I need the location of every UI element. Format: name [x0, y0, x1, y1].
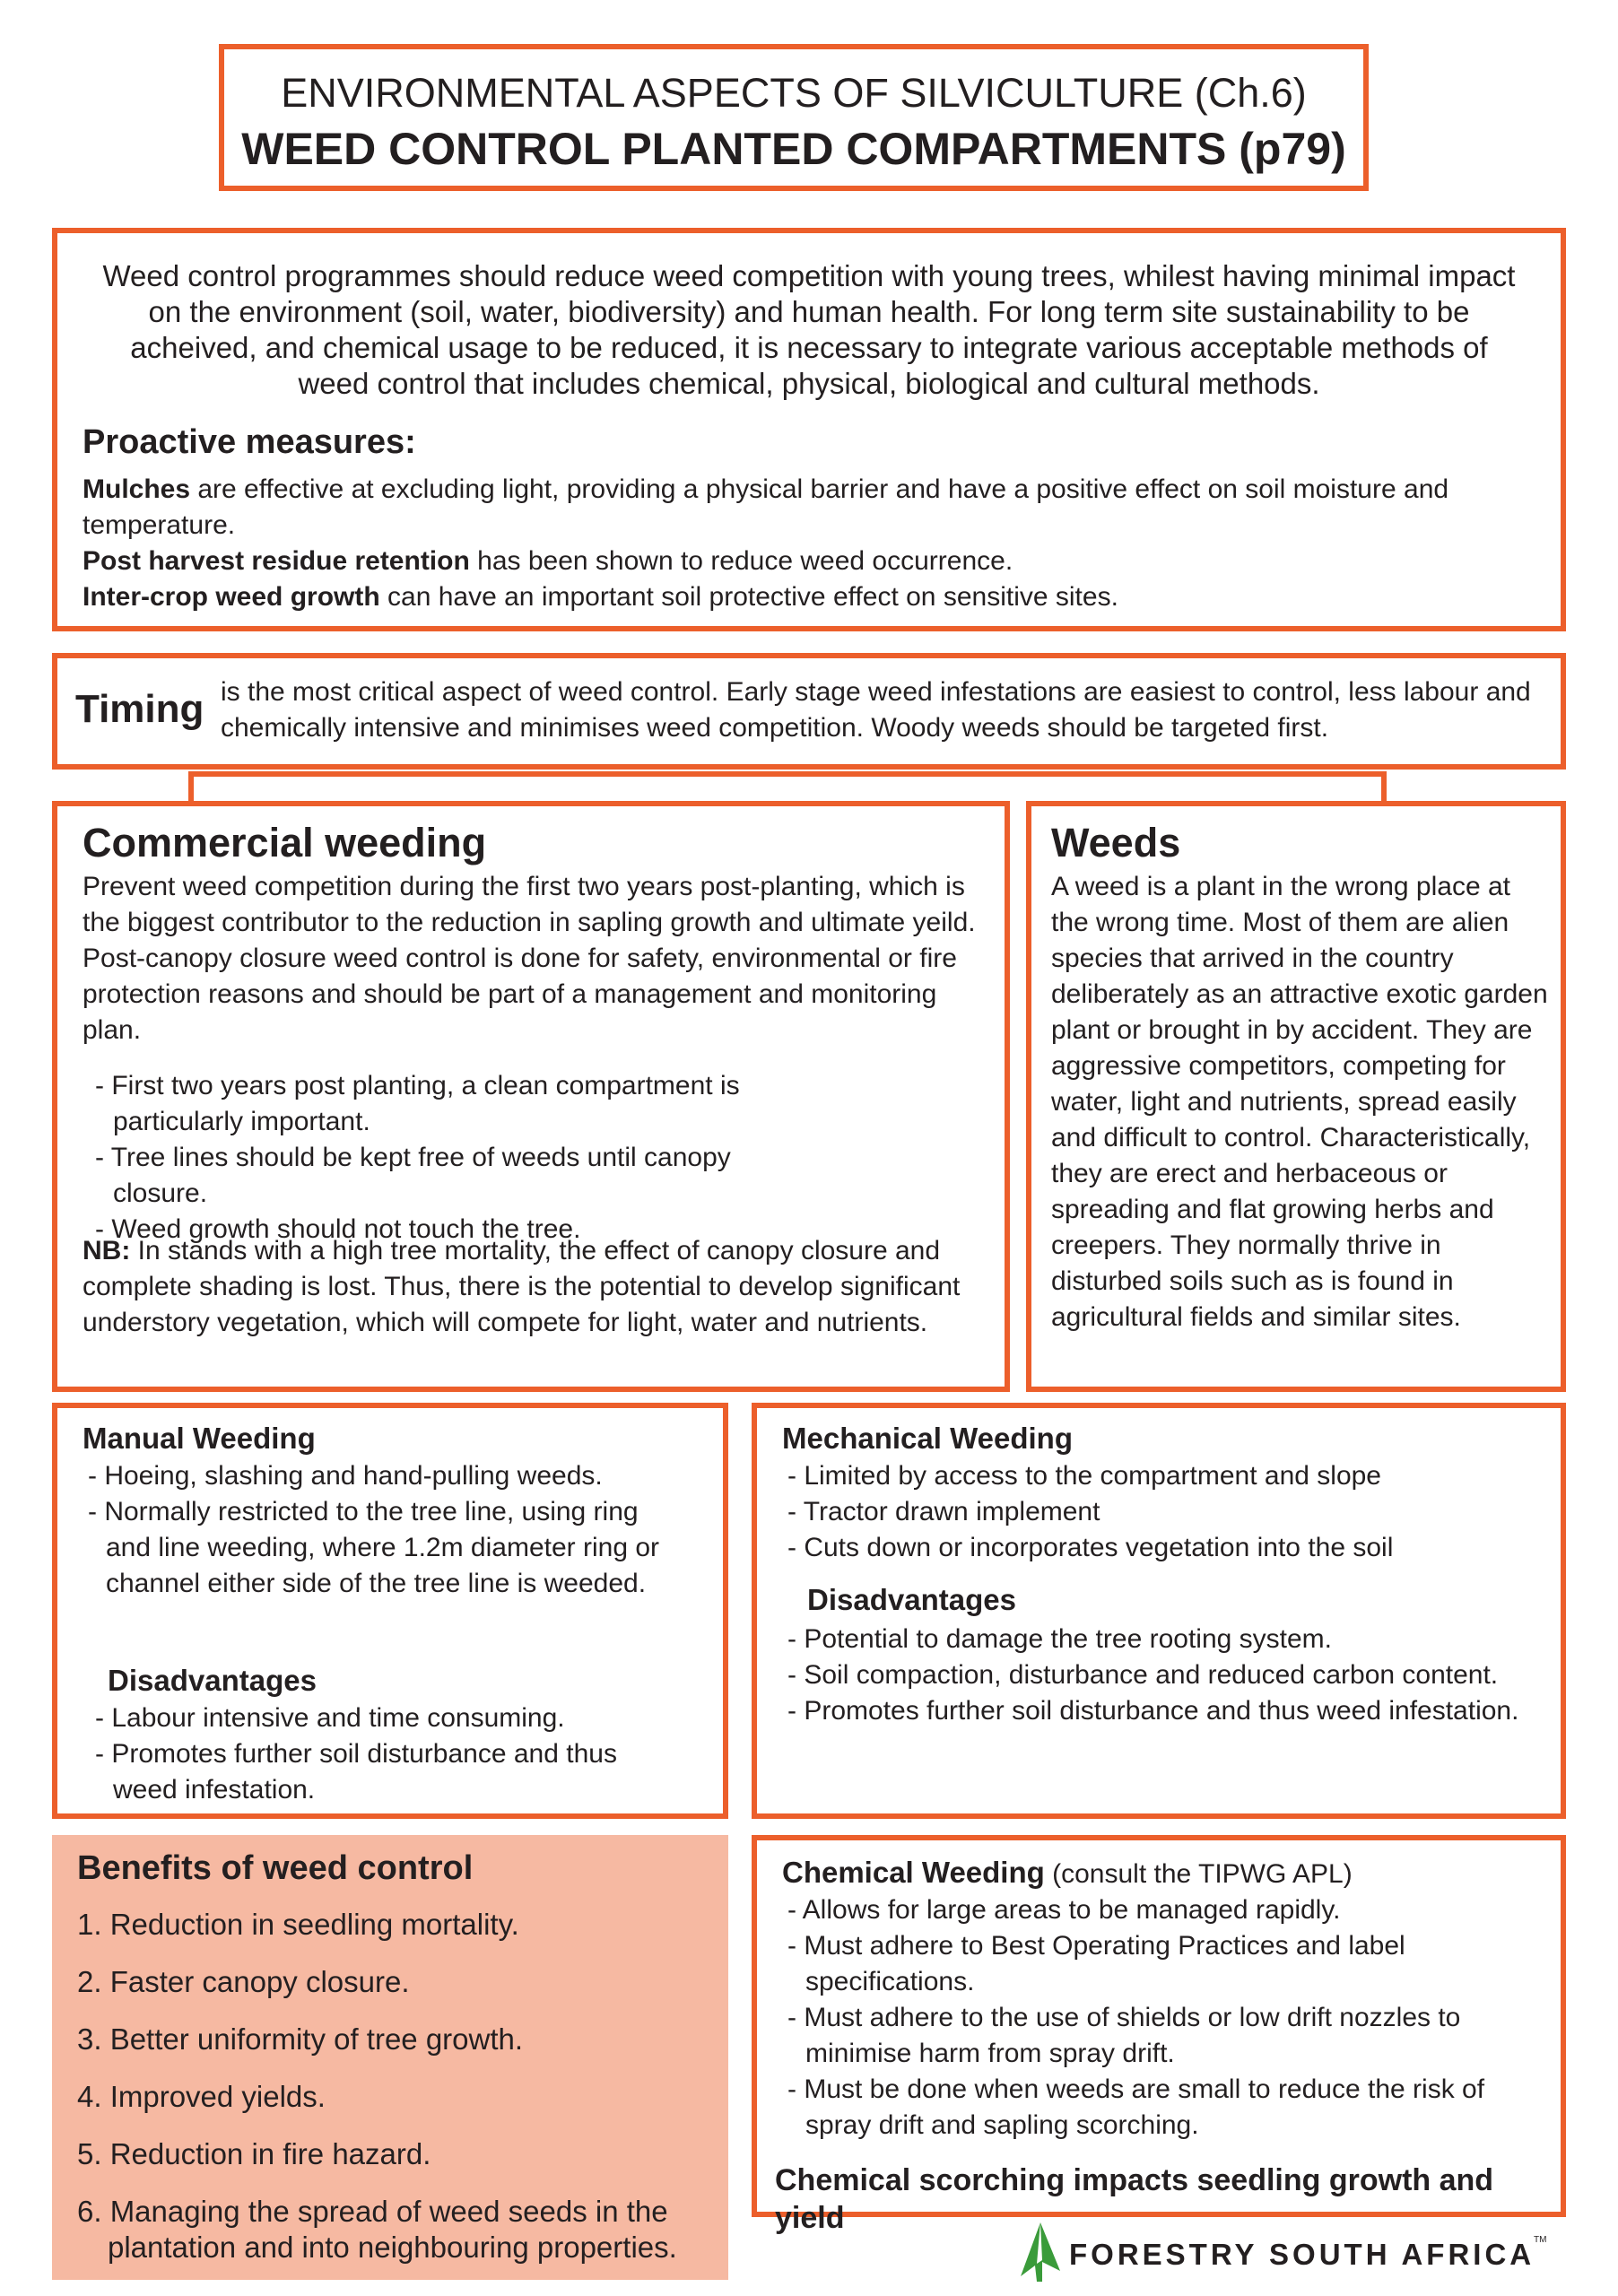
- measure-intercrop-label: Inter-crop weed growth: [83, 582, 380, 612]
- logo-text: FORESTRY SOUTH AFRICA: [1069, 2238, 1535, 2271]
- benefit-item: 2. Faster canopy closure.: [77, 1965, 410, 1998]
- mechanical-weeding-box: [752, 1403, 1566, 1819]
- proactive-measures: [83, 472, 1534, 615]
- measure-residue: [83, 544, 1534, 579]
- intro-paragraph: Weed control programmes should reduce weed competition with young trees, whilest having minimal impact on the environment (soil, water, biodiversity) and human health. For long term site sustainability to be acheived, and chemical usage to be reduced, it is necessary to integrate various acceptable methods of weed control that includes chemical, physical, biological and cultural methods.: [102, 259, 1516, 400]
- mechanical-disadvantage: - Potential to damage the tree rooting system.: [787, 1622, 1539, 1657]
- measure-mulches: [83, 472, 1534, 544]
- manual-heading: Manual Weeding: [83, 1422, 316, 1455]
- benefit-item: 1. Reduction in seedling mortality.: [77, 1908, 519, 1941]
- chemical-heading-note: (consult the TIPWG APL): [1044, 1859, 1353, 1889]
- mechanical-heading: Mechanical Weeding: [782, 1422, 1073, 1455]
- measure-residue-text: has been shown to reduce weed occurrence.: [469, 546, 1013, 576]
- tree-logo-icon: [1005, 2221, 1067, 2283]
- mechanical-bullets: [787, 1458, 1539, 1566]
- chemical-bullet: - Allows for large areas to be managed rapidly.: [787, 1892, 1525, 1928]
- measure-residue-label: Post harvest residue retention: [83, 546, 470, 576]
- weeds-paragraph: A weed is a plant in the wrong place at the wrong time. Most of them are alien species that arrived in the country deliberately as an attractive exotic garden plant or brought in by accident. They are aggressive competitors, competing for water, light and nutrients, spread easily and difficult to control. Characteristically, they are erect and herbaceous or spreading and flat growing herbs and creepers. They normally thrive in disturbed soils such as is found in agricultural fields and similar sites.: [1051, 872, 1548, 1332]
- manual-disadvantages-heading: Disadvantages: [108, 1664, 317, 1697]
- mechanical-bullet: - Limited by access to the compartment and slope: [787, 1458, 1539, 1494]
- chemical-bullet: - Must be done when weeds are small to reduce the risk of spray drift and sapling scorching.: [787, 2072, 1525, 2144]
- chemical-weeding-box: [752, 1835, 1566, 2235]
- timing-label: Timing: [75, 687, 204, 731]
- commercial-heading: Commercial weeding: [83, 820, 487, 865]
- intro-box: [52, 228, 1566, 631]
- title-line-1: ENVIRONMENTAL ASPECTS OF SILVICULTURE (Ch.6): [281, 70, 1307, 116]
- mechanical-disadvantage: - Soil compaction, disturbance and reduced carbon content.: [787, 1657, 1539, 1693]
- commercial-bullet: - Weed growth should not touch the tree.: [95, 1212, 771, 1248]
- title-box: [219, 44, 1369, 191]
- benefit-item: 5. Reduction in fire hazard.: [77, 2137, 431, 2170]
- mechanical-disadvantages-heading: Disadvantages: [807, 1583, 1016, 1616]
- commercial-weeding-box: [52, 801, 1010, 1392]
- manual-disadvantages: [95, 1700, 669, 1808]
- chemical-bullets: [787, 1892, 1525, 2144]
- timing-text: is the most critical aspect of weed control. Early stage weed infestations are easiest to control, less labour and chemically intensive and minimises weed competition. Woody weeds should be targeted first.: [221, 677, 1531, 743]
- nb-text: In stands with a high tree mortality, the effect of canopy closure and complete shading is lost. Thus, there is the potential to develop significant understory vegetation, which will compete for light, water and nutrients.: [83, 1236, 961, 1337]
- measure-intercrop-text: can have an important soil protective effect on sensitive sites.: [379, 582, 1118, 612]
- forestry-sa-logo: [1005, 2221, 1570, 2283]
- timing-box: [52, 653, 1566, 770]
- mechanical-disadvantages: [787, 1622, 1539, 1729]
- commercial-nb: [83, 1233, 983, 1341]
- measure-mulches-label: Mulches: [83, 474, 191, 504]
- manual-bullet: - Normally restricted to the tree line, using ring and line weeding, where 1.2m diameter ring or channel either side of the tree line is weeded.: [88, 1494, 669, 1602]
- weeds-heading: Weeds: [1051, 820, 1181, 865]
- manual-bullets: [88, 1458, 669, 1602]
- mechanical-bullet: - Cuts down or incorporates vegetation into the soil: [787, 1530, 1539, 1566]
- manual-disadvantage: - Labour intensive and time consuming.: [95, 1700, 669, 1736]
- commercial-bullet: - First two years post planting, a clean compartment is particularly important.: [95, 1068, 771, 1140]
- benefits-panel: [52, 1835, 728, 2280]
- manual-disadvantage: - Promotes further soil disturbance and thus weed infestation.: [95, 1736, 669, 1808]
- chemical-bullet: - Must adhere to the use of shields or low drift nozzles to minimise harm from spray drift.: [787, 2000, 1525, 2072]
- connector-bracket: [188, 771, 1387, 803]
- chemical-heading: Chemical Weeding: [782, 1856, 1045, 1889]
- commercial-bullet: - Tree lines should be kept free of weeds until canopy closure.: [95, 1140, 771, 1212]
- commercial-bullets: [95, 1068, 771, 1248]
- title-line-2: WEED CONTROL PLANTED COMPARTMENTS (p79): [241, 124, 1346, 174]
- weeds-box: [1026, 801, 1566, 1392]
- nb-label: NB:: [83, 1236, 131, 1265]
- measure-intercrop: [83, 579, 1534, 615]
- benefits-list: [77, 1907, 710, 2266]
- commercial-paragraph: Prevent weed competition during the first two years post-planting, which is the biggest contributor to the reduction in sapling growth and ultimate yeild. Post-canopy closure weed control is done for safety, environmental or fire protection reasons and should be part of a management and monitoring plan.: [83, 872, 976, 1045]
- manual-weeding-box: [52, 1403, 728, 1819]
- logo-tm: TM: [1534, 2235, 1547, 2245]
- measure-mulches-text: are effective at excluding light, providing a physical barrier and have a positive effect on soil moisture and temperature.: [83, 474, 1449, 540]
- benefit-item: 3. Better uniformity of tree growth.: [77, 2022, 524, 2056]
- chemical-bullet: - Must adhere to Best Operating Practices and label specifications.: [787, 1928, 1525, 2000]
- benefit-item: 6. Managing the spread of weed seeds in the plantation and into neighbouring properties.: [77, 2195, 677, 2264]
- manual-bullet: - Hoeing, slashing and hand-pulling weeds.: [88, 1458, 669, 1494]
- proactive-heading: Proactive measures:: [83, 423, 416, 461]
- chemical-footer: Chemical scorching impacts seedling growth and yield: [775, 2163, 1494, 2235]
- benefits-heading: Benefits of weed control: [77, 1849, 474, 1887]
- mechanical-disadvantage: - Promotes further soil disturbance and thus weed infestation.: [787, 1693, 1539, 1729]
- benefit-item: 4. Improved yields.: [77, 2080, 326, 2113]
- mechanical-bullet: - Tractor drawn implement: [787, 1494, 1539, 1530]
- chemical-heading-line: [782, 1855, 1353, 1892]
